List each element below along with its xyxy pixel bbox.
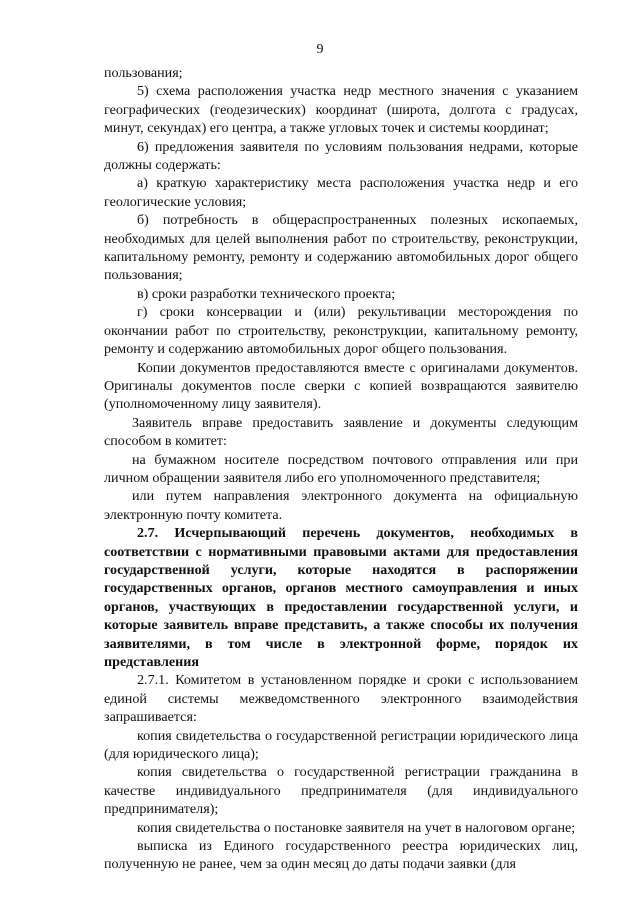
paragraph-electronic-method: или путем направления электронного документа на официальную электронную почту комитета. bbox=[104, 488, 578, 523]
paragraph-subitem-b: б) потребность в общераспространенных полезных ископаемых, необходимых для целей выполнения работ по строительству, реконструкции, капитальному ремонту, ремонту и содержанию автомобильных дорог общего пользования; bbox=[104, 212, 578, 284]
page-number: 9 bbox=[316, 42, 324, 57]
paragraph-2-7-1: 2.7.1. Комитетом в установленном порядке и сроки с использованием единой системы межведомственного электронного взаимодействия запрашивается: bbox=[104, 672, 578, 726]
paragraph-item-5-scheme: 5) схема расположения участка недр местного значения с указанием географических (геодезических) координат (широта, долгота с градусах, минут, секундах) его центра, а также угловых точек и системы координат; bbox=[104, 83, 578, 137]
paragraph-legal-entity-certificate: копия свидетельства о государственной регистрации юридического лица (для юридического лица); bbox=[104, 727, 578, 763]
paragraph-item-6-proposals: 6) предложения заявителя по условиям пользования недрами, которые должны содержать: bbox=[104, 138, 578, 174]
paragraph-registry-extract: выписка из Единого государственного реестра юридических лиц, полученную не ранее, чем за один месяц до даты подачи заявки (для bbox=[104, 838, 578, 873]
section-heading-2-7: 2.7. Исчерпывающий перечень документов, необходимых в соответствии с нормативными правовыми актами для предоставления государственной услуги, которые находятся в распоряжении государственных органов, органов местного самоуправления и иных органов, участвующих в предоставлении государственной услуги, и которые заявитель вправе представить, а также способы их получения заявителями, в том числе в электронной форме, порядок их представления bbox=[104, 525, 578, 670]
paragraph-copies: Копии документов предоставляются вместе с оригиналами документов. Оригиналы документов после сверки с копией возвращаются заявителю (уполномоченному лицу заявителя). bbox=[104, 359, 578, 413]
document-body bbox=[104, 64, 578, 874]
paragraph-subitem-a: а) краткую характеристику места расположения участка недр и его геологические условия; bbox=[104, 175, 578, 210]
paragraph-subitem-v: в) сроки разработки технического проекта; bbox=[137, 285, 396, 302]
paragraph-entrepreneur-certificate: копия свидетельства о государственной регистрации гражданина в качестве индивидуального предпринимателя (для индивидуального предпринимателя); bbox=[104, 764, 578, 818]
paragraph-usage-end: пользования; bbox=[104, 65, 183, 81]
paragraph-paper-method: на бумажном носителе посредством почтового отправления или при личном обращении заявителя либо его уполномоченного представителя; bbox=[104, 451, 578, 486]
paragraph-submission-methods: Заявитель вправе предоставить заявление и документы следующим способом в комитет: bbox=[104, 414, 578, 450]
paragraph-tax-certificate: копия свидетельства о постановке заявителя на учет в налоговом органе; bbox=[137, 819, 576, 836]
paragraph-subitem-g: г) сроки консервации и (или) рекультивации месторождения по окончании работ по строительству, реконструкции, капитальному ремонту, ремонту и содержанию автомобильных дорог общего пользования. bbox=[104, 304, 578, 358]
